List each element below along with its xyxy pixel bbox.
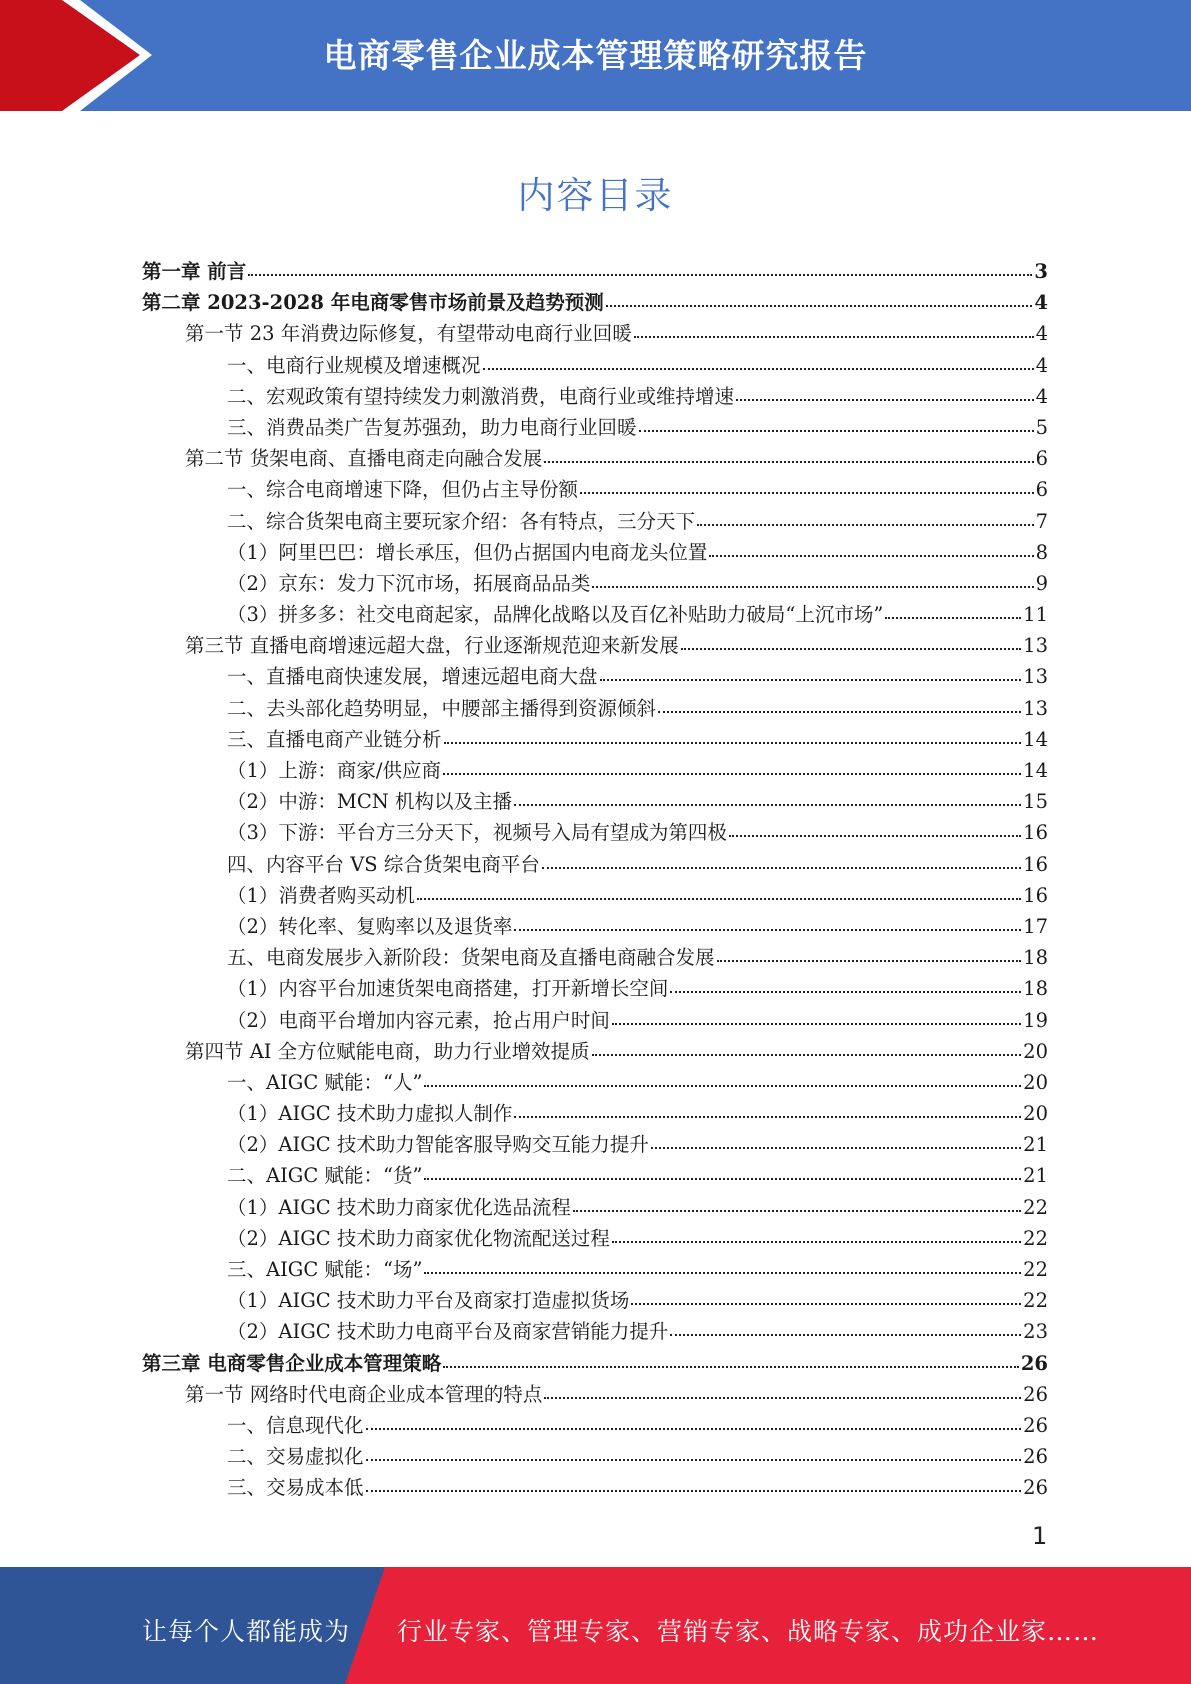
toc-entry[interactable] [142,443,1048,474]
toc-entry-page: 20 [1023,1039,1048,1063]
toc-dot-leader [612,1009,1021,1027]
toc-entry-page: 4 [1035,384,1048,408]
toc-entry-title: 一、AIGC 赋能：“人” [227,1070,423,1094]
toc-dot-leader [544,1383,1021,1401]
toc-entry-page: 5 [1035,415,1048,439]
toc-dot-leader [658,697,1021,715]
toc-entry[interactable] [142,1472,1048,1503]
toc-dot-leader [651,1133,1021,1151]
toc-entry-title: （2）AIGC 技术助力电商平台及商家营销能力提升 [227,1320,669,1344]
toc-entry-title: （1）AIGC 技术助力商家优化选品流程 [227,1195,571,1219]
toc-entry-page: 17 [1023,914,1048,938]
toc-entry-title: （2）转化率、复购率以及退货率 [227,914,513,938]
toc-entry-title: （2）AIGC 技术助力商家优化物流配送过程 [227,1226,610,1250]
toc-entry-title: 一、电商行业规模及增速概况 [227,353,481,377]
toc-dot-leader [514,790,1021,808]
toc-entry-page: 11 [1023,603,1048,627]
toc-entry[interactable] [142,412,1048,443]
toc-entry[interactable] [142,1098,1048,1129]
toc-entry[interactable] [142,1223,1048,1254]
toc-entry-page: 20 [1023,1070,1048,1094]
toc-entry-title: （1）消费者购买动机 [227,883,415,907]
toc-dot-leader [424,1071,1021,1089]
toc-entry-title: 第三章 电商零售企业成本管理策略 [142,1351,442,1375]
toc-entry-page: 26 [1023,1413,1048,1437]
toc-entry-page: 22 [1023,1226,1048,1250]
toc-entry[interactable] [142,1410,1048,1441]
toc-dot-leader [631,1289,1021,1307]
toc-entry[interactable] [142,661,1048,692]
toc-dot-leader [729,821,1021,839]
toc-entry-title: 二、宏观政策有望持续发力刺激消费，电商行业或维持增速 [227,384,735,408]
toc-dot-leader [670,1320,1021,1338]
toc-entry[interactable] [142,1129,1048,1160]
toc-entry[interactable] [142,287,1048,318]
toc-entry-page: 20 [1023,1102,1048,1126]
toc-entry[interactable] [142,1348,1048,1379]
toc-entry-title: 三、直播电商产业链分析 [227,727,442,751]
toc-dot-leader [366,1476,1022,1494]
toc-dot-leader [639,416,1034,434]
toc-dot-leader [514,1102,1021,1120]
toc-dot-leader [443,1352,1019,1370]
toc-entry-title: （1）阿里巴巴：增长承压，但仍占据国内电商龙头位置 [227,540,708,564]
toc-dot-leader [736,385,1034,403]
toc-dot-leader [366,1445,1022,1463]
header-banner [0,0,1191,111]
toc-entry[interactable] [142,350,1048,381]
toc-entry[interactable] [142,1192,1048,1223]
toc-dot-leader [580,478,1034,496]
toc-entry-title: 三、消费品类广告复苏强劲，助力电商行业回暖 [227,415,637,439]
toc-heading: 内容目录 [517,174,674,217]
toc-entry-title: （1）内容平台加速货架电商搭建，打开新增长空间 [227,977,669,1001]
toc-entry-page: 13 [1023,665,1048,689]
toc-entry[interactable] [142,318,1048,349]
toc-dot-leader [606,291,1033,309]
toc-entry[interactable] [142,1441,1048,1472]
toc-entry-page: 16 [1023,821,1048,845]
toc-dot-leader [544,447,1033,465]
toc-entry-title: 二、综合货架电商主要玩家介绍：各有特点，三分天下 [227,509,696,533]
toc-entry-page: 6 [1035,447,1048,471]
toc-entry-title: （2）京东：发力下沉市场，拓展商品品类 [227,571,591,595]
toc-entry-title: （3）下游：平台方三分天下，视频号入局有望成为第四极 [227,821,727,845]
toc-entry-page: 18 [1023,946,1048,970]
toc-entry[interactable] [142,1379,1048,1410]
toc-entry-title: 四、内容平台 VS 综合货架电商平台 [227,852,540,876]
toc-entry-title: 第三节 直播电商增速远超大盘，行业逐渐规范迎来新发展 [185,634,679,658]
toc-dot-leader [885,603,1021,621]
toc-dot-leader [592,1040,1021,1058]
toc-dot-leader [483,354,1034,372]
toc-dot-leader [681,634,1021,652]
report-title: 电商零售企业成本管理策略研究报告 [323,36,868,75]
toc-entry-title: 第一章 前言 [142,260,247,283]
toc-entry-page: 13 [1023,696,1048,720]
toc-dot-leader [366,1414,1022,1432]
toc-entry-page: 6 [1035,478,1048,502]
toc-entry-page: 18 [1023,977,1048,1001]
toc-entry-title: 第一节 23 年消费边际修复，有望带动电商行业回暖 [185,322,632,346]
toc-entry[interactable] [142,474,1048,505]
toc-entry-title: （2）电商平台增加内容元素，抢占用户时间 [227,1008,610,1032]
toc-entry-page: 23 [1023,1320,1048,1344]
page-number: 1 [1032,1522,1048,1550]
toc-dot-leader [697,510,1034,528]
toc-entry-title: 二、去头部化趋势明显，中腰部主播得到资源倾斜 [227,696,657,720]
toc-entry-page: 22 [1023,1258,1048,1281]
toc-entry[interactable] [142,1005,1048,1036]
toc-entry-page: 21 [1023,1133,1048,1157]
toc-entry-title: 一、综合电商增速下降，但仍占主导份额 [227,478,579,502]
toc-entry[interactable] [142,1160,1048,1191]
toc-entry-page: 4 [1034,291,1048,315]
toc-entry-page: 14 [1023,759,1048,782]
toc-entry[interactable] [142,506,1048,537]
toc-entry[interactable] [142,1316,1048,1347]
toc-entry[interactable] [142,911,1048,942]
toc-entry[interactable] [142,849,1048,880]
toc-entry[interactable] [142,786,1048,817]
toc-entry[interactable] [142,599,1048,630]
toc-entry-title: 第一节 网络时代电商企业成本管理的特点 [185,1382,543,1406]
toc-entry-page: 19 [1023,1008,1048,1032]
toc-entry-page: 16 [1023,883,1048,907]
toc-entry-title: 三、交易成本低 [227,1476,364,1500]
footer-banner [0,1567,1191,1684]
toc-dot-leader [443,759,1021,777]
toc-dot-leader [600,665,1022,683]
toc-entry[interactable] [142,724,1048,755]
toc-entry[interactable] [142,1254,1048,1285]
toc-entry-page: 13 [1023,634,1048,658]
toc-entry[interactable] [142,755,1048,786]
toc-entry-page: 22 [1023,1289,1048,1313]
toc-dot-leader [424,1258,1021,1276]
toc-entry-page: 14 [1023,727,1048,751]
toc-entry[interactable] [142,1285,1048,1316]
table-of-contents [142,256,1048,1504]
toc-entry-page: 26 [1023,1445,1048,1469]
toc-entry[interactable] [142,693,1048,724]
toc-entry[interactable] [142,880,1048,911]
toc-dot-leader [592,572,1033,590]
toc-dot-leader [573,1196,1021,1214]
toc-entry-page: 26 [1023,1476,1048,1500]
toc-entry-title: 一、信息现代化 [227,1413,364,1437]
toc-entry-title: 二、AIGC 赋能：“货” [227,1164,423,1188]
toc-entry-title: 一、直播电商快速发展，增速远超电商大盘 [227,665,598,689]
toc-entry[interactable] [142,381,1048,412]
toc-entry-title: 二、交易虚拟化 [227,1445,364,1469]
toc-entry-page: 22 [1023,1195,1048,1219]
toc-dot-leader [444,728,1022,746]
toc-entry[interactable] [142,630,1048,661]
toc-dot-leader [670,977,1021,995]
toc-dot-leader [248,260,1032,278]
toc-entry-title: （1）AIGC 技术助力虚拟人制作 [227,1102,513,1126]
toc-entry-title: 第二节 货架电商、直播电商走向融合发展 [185,447,543,471]
toc-entry-page: 26 [1023,1382,1048,1406]
toc-entry-title: （2）AIGC 技术助力智能客服导购交互能力提升 [227,1133,649,1157]
toc-entry-title: （3）拼多多：社交电商起家，品牌化战略以及百亿补贴助力破局“上沉市场” [227,603,884,627]
footer-slogan-left: 让每个人都能成为 [142,1617,351,1646]
toc-entry[interactable] [142,1067,1048,1098]
toc-entry-title: 三、AIGC 赋能：“场” [227,1258,423,1281]
toc-entry-page: 21 [1023,1164,1048,1188]
toc-entry-title: （1）AIGC 技术助力平台及商家打造虚拟货场 [227,1289,630,1313]
toc-entry[interactable] [142,942,1048,973]
toc-entry-title: 五、电商发展步入新阶段：货架电商及直播电商融合发展 [227,946,715,970]
toc-dot-leader [424,1164,1021,1182]
toc-entry-page: 7 [1035,509,1048,533]
footer-slogan-right: 行业专家、管理专家、营销专家、战略专家、成功企业家…… [397,1617,1100,1646]
toc-entry-page: 3 [1034,260,1048,283]
toc-entry[interactable] [142,256,1048,287]
toc-dot-leader [542,853,1021,871]
toc-entry[interactable] [142,973,1048,1004]
toc-entry-title: （1）上游：商家/供应商 [227,759,441,782]
toc-dot-leader [709,541,1033,559]
toc-entry[interactable] [142,1036,1048,1067]
toc-entry-page: 4 [1035,322,1048,346]
toc-dot-leader [417,884,1021,902]
toc-entry-page: 4 [1035,353,1048,377]
toc-dot-leader [634,322,1034,340]
toc-dot-leader [514,915,1021,933]
toc-entry-title: 第二章 2023-2028 年电商零售市场前景及趋势预测 [142,291,604,315]
toc-entry-page: 16 [1023,852,1048,876]
toc-entry-title: （2）中游：MCN 机构以及主播 [227,790,513,814]
toc-entry-page: 8 [1035,540,1048,564]
toc-entry-page: 26 [1020,1351,1048,1375]
toc-entry-title: 第四节 AI 全方位赋能电商，助力行业增效提质 [185,1039,590,1063]
toc-entry[interactable] [142,537,1048,568]
toc-entry[interactable] [142,817,1048,848]
toc-dot-leader [717,946,1022,964]
toc-entry[interactable] [142,568,1048,599]
toc-dot-leader [612,1227,1021,1245]
toc-entry-page: 9 [1035,571,1048,595]
toc-entry-page: 15 [1023,790,1048,814]
